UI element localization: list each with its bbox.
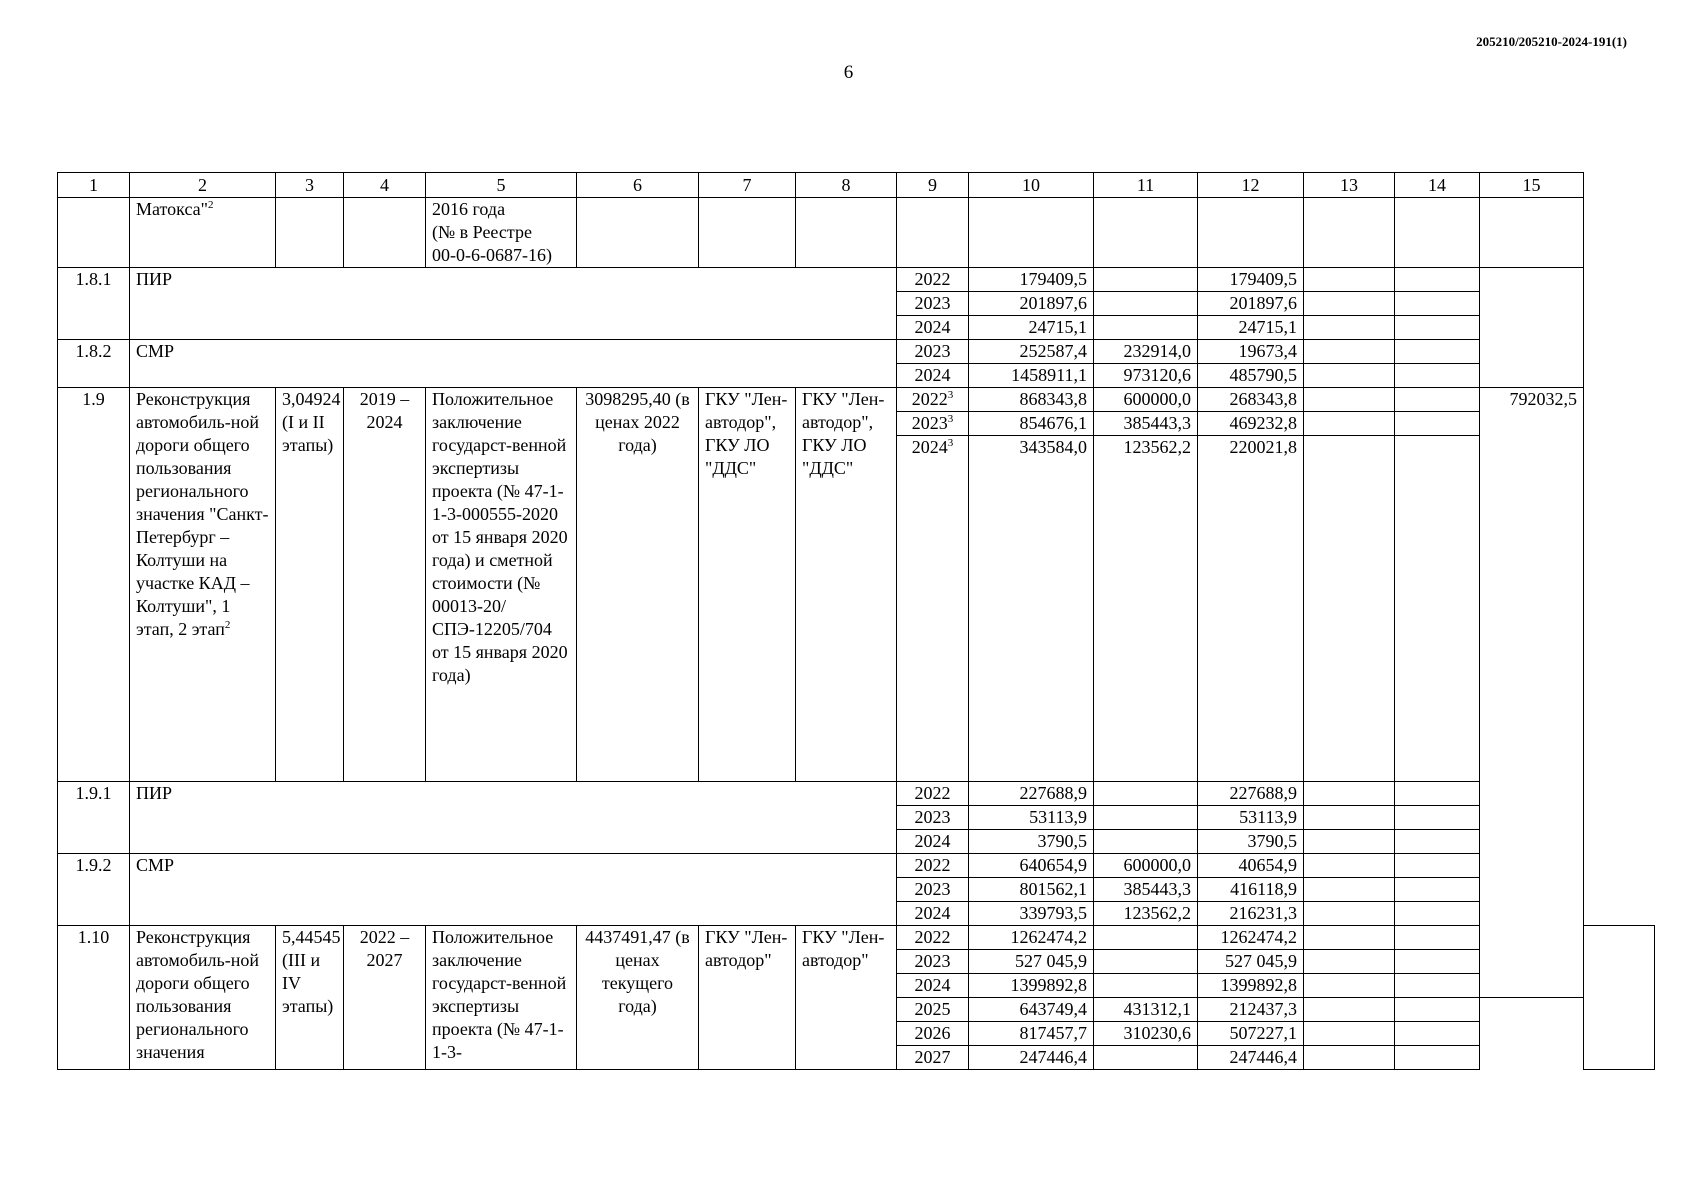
value-col11	[1094, 950, 1198, 974]
value-col14	[1395, 782, 1480, 806]
year-cell: 2023	[897, 806, 969, 830]
page-number: 6	[843, 62, 854, 83]
col-header: 7	[699, 173, 796, 198]
value-col14	[1395, 1046, 1480, 1070]
row-title: ПИР	[130, 782, 897, 854]
year-cell: 2024	[897, 364, 969, 388]
col15-value: 792032,5	[1480, 388, 1584, 998]
value-col13	[1304, 316, 1395, 340]
value-col11: 232914,0	[1094, 340, 1198, 364]
value-col12: 3790,5	[1198, 830, 1304, 854]
value-col12: 507227,1	[1198, 1022, 1304, 1046]
year-cell: 2023	[897, 878, 969, 902]
value-col11	[1094, 974, 1198, 998]
value-col10: 53113,9	[969, 806, 1094, 830]
value-col13	[1304, 412, 1395, 436]
value-col14	[1395, 902, 1480, 926]
value-col13	[1304, 364, 1395, 388]
row-number: 1.9.1	[58, 782, 130, 854]
table-cell	[796, 198, 897, 268]
table-cell	[1198, 198, 1304, 268]
value-col11: 600000,0	[1094, 388, 1198, 412]
value-col14	[1395, 388, 1480, 412]
value-col14	[1395, 1022, 1480, 1046]
col-header: 8	[796, 173, 897, 198]
value-col14	[1395, 926, 1480, 950]
value-col14	[1395, 830, 1480, 854]
year-cell: 2023	[897, 292, 969, 316]
value-col12: 268343,8	[1198, 388, 1304, 412]
value-col11	[1094, 316, 1198, 340]
value-col12: 227688,9	[1198, 782, 1304, 806]
value-col12: 220021,8	[1198, 436, 1304, 782]
value-col12: 485790,5	[1198, 364, 1304, 388]
value-col13	[1304, 902, 1395, 926]
table-row-object	[58, 926, 1655, 950]
row-number: 1.9	[58, 388, 130, 782]
col-header: 12	[1198, 173, 1304, 198]
table-cell	[58, 198, 130, 268]
row-title: СМР	[130, 854, 897, 926]
value-col12: 1262474,2	[1198, 926, 1304, 950]
row-title: ПИР	[130, 268, 897, 340]
value-col11: 973120,6	[1094, 364, 1198, 388]
value-col11	[1094, 292, 1198, 316]
col-header: 6	[577, 173, 699, 198]
value-col13	[1304, 292, 1395, 316]
value-col14	[1395, 268, 1480, 292]
year-cell: 2022	[897, 782, 969, 806]
value-col14	[1395, 364, 1480, 388]
value-col13	[1304, 830, 1395, 854]
value-col12: 53113,9	[1198, 806, 1304, 830]
year-cell: 2024	[897, 316, 969, 340]
footnote-mark: 2	[208, 199, 214, 211]
col-header: 11	[1094, 173, 1198, 198]
value-col11: 123562,2	[1094, 436, 1198, 782]
value-col10: 227688,9	[969, 782, 1094, 806]
value-col13	[1304, 782, 1395, 806]
table-cell	[1480, 198, 1584, 268]
footnote-mark: 2	[224, 619, 231, 631]
value-col14	[1395, 806, 1480, 830]
value-col10: 339793,5	[969, 902, 1094, 926]
year-cell: 2024	[897, 974, 969, 998]
value-col12: 19673,4	[1198, 340, 1304, 364]
value-col13	[1304, 974, 1395, 998]
value-col10: 643749,4	[969, 998, 1094, 1022]
col-header: 9	[897, 173, 969, 198]
value-col14	[1395, 340, 1480, 364]
value-col13	[1304, 388, 1395, 412]
value-col14	[1395, 998, 1480, 1022]
year-cell: 2024	[897, 902, 969, 926]
year-cell: 2023	[897, 340, 969, 364]
value-col13	[1304, 998, 1395, 1022]
value-col10: 201897,6	[969, 292, 1094, 316]
value-col14	[1395, 878, 1480, 902]
value-col14	[1395, 412, 1480, 436]
value-col10: 252587,4	[969, 340, 1094, 364]
table-cell	[1304, 198, 1395, 268]
value-col11: 431312,1	[1094, 998, 1198, 1022]
year-cell: 2022	[897, 854, 969, 878]
table-cell	[1395, 198, 1480, 268]
period-cell: 2019 – 2024	[344, 388, 426, 782]
table-row	[58, 854, 1655, 878]
year-cell: 2023	[897, 950, 969, 974]
row-number: 1.8.1	[58, 268, 130, 340]
year-cell: 2023$^3$	[897, 412, 969, 436]
value-col11	[1094, 806, 1198, 830]
year-cell: 2024	[897, 830, 969, 854]
expertise-cell: 2016 года (№ в Реестре 00-0-6-0687-16)	[426, 198, 577, 268]
developer-cell: ГКУ "Лен-автодор"	[796, 926, 897, 1070]
col15-cell	[1584, 926, 1655, 1070]
value-col12: 1399892,8	[1198, 974, 1304, 998]
col-header: 5	[426, 173, 577, 198]
col-header: 2	[130, 173, 276, 198]
developer-cell: ГКУ "Лен-автодор", ГКУ ЛО "ДДС"	[796, 388, 897, 782]
year-cell: 2024$^3$	[897, 436, 969, 782]
value-col13	[1304, 806, 1395, 830]
table-cell	[699, 198, 796, 268]
object-name: Реконструкция автомобиль-ной дороги общего пользования регионального значения	[130, 926, 276, 1070]
col-header: 14	[1395, 173, 1480, 198]
value-col11	[1094, 1046, 1198, 1070]
footnote-mark: 3	[947, 389, 954, 401]
table-row	[58, 268, 1655, 292]
value-col13	[1304, 926, 1395, 950]
value-col14	[1395, 950, 1480, 974]
year-cell: 2022$^3$	[897, 388, 969, 412]
year-cell: 2022	[897, 268, 969, 292]
document-id: 205210/205210-2024-191(1)	[1476, 34, 1627, 49]
value-col13	[1304, 268, 1395, 292]
value-col12: 201897,6	[1198, 292, 1304, 316]
value-col13	[1304, 340, 1395, 364]
program-table	[57, 172, 1655, 1070]
expertise-cell: Положительное заключение государст-венной экспертизы проекта (№ 47-1-1-3-	[426, 926, 577, 1070]
table-row-object	[58, 388, 1655, 412]
value-col10: 179409,5	[969, 268, 1094, 292]
value-col10: 527 045,9	[969, 950, 1094, 974]
value-col10: 1262474,2	[969, 926, 1094, 950]
value-col10: 854676,1	[969, 412, 1094, 436]
row-title: СМР	[130, 340, 897, 388]
value-col12: 216231,3	[1198, 902, 1304, 926]
year-cell: 2027	[897, 1046, 969, 1070]
object-name: Матокса"$^2$	[130, 198, 276, 268]
cost-cell: 4437491,47 (в ценах текущего года)	[577, 926, 699, 1070]
value-col11	[1094, 926, 1198, 950]
value-col11	[1094, 782, 1198, 806]
value-col10: 3790,5	[969, 830, 1094, 854]
value-col10: 1458911,1	[969, 364, 1094, 388]
value-col10: 801562,1	[969, 878, 1094, 902]
value-col11: 600000,0	[1094, 854, 1198, 878]
value-col10: 868343,8	[969, 388, 1094, 412]
value-col11: 310230,6	[1094, 1022, 1198, 1046]
year-cell: 2022	[897, 926, 969, 950]
value-col11: 123562,2	[1094, 902, 1198, 926]
value-col11: 385443,3	[1094, 878, 1198, 902]
value-col10: 1399892,8	[969, 974, 1094, 998]
col-header: 13	[1304, 173, 1395, 198]
expertise-cell: Положительное заключение государст-венной экспертизы проекта (№ 47-1-1-3-000555-2020 от 15 января 2020 года) и сметной стоимости (№ 00013-20/СПЭ-12205/704 от 15 января 2020 года)	[426, 388, 577, 782]
value-col13	[1304, 878, 1395, 902]
value-col14	[1395, 292, 1480, 316]
value-col10: 343584,0	[969, 436, 1094, 782]
row-number: 1.8.2	[58, 340, 130, 388]
value-col12: 24715,1	[1198, 316, 1304, 340]
row-number: 1.10	[58, 926, 130, 1070]
footnote-mark: 3	[947, 413, 954, 425]
table-cell	[344, 198, 426, 268]
value-col13	[1304, 854, 1395, 878]
value-col13	[1304, 1046, 1395, 1070]
length-cell: 3,04924 (I и II этапы)	[276, 388, 344, 782]
cost-cell: 3098295,40 (в ценах 2022 года)	[577, 388, 699, 782]
table-row-continued	[58, 198, 1655, 268]
year-cell: 2026	[897, 1022, 969, 1046]
value-col12: 527 045,9	[1198, 950, 1304, 974]
year-cell: 2025	[897, 998, 969, 1022]
value-col10: 640654,9	[969, 854, 1094, 878]
value-col12: 40654,9	[1198, 854, 1304, 878]
col15-cell	[1480, 268, 1584, 388]
value-col10: 817457,7	[969, 1022, 1094, 1046]
value-col12: 247446,4	[1198, 1046, 1304, 1070]
value-col11: 385443,3	[1094, 412, 1198, 436]
value-col11	[1094, 830, 1198, 854]
value-col11	[1094, 268, 1198, 292]
col-header: 15	[1480, 173, 1584, 198]
length-cell: 5,44545 (III и IV этапы)	[276, 926, 344, 1070]
value-col13	[1304, 436, 1395, 782]
value-col12: 179409,5	[1198, 268, 1304, 292]
value-col14	[1395, 436, 1480, 782]
value-col14	[1395, 316, 1480, 340]
table-row	[58, 782, 1655, 806]
table-cell	[1094, 198, 1198, 268]
value-col12: 416118,9	[1198, 878, 1304, 902]
value-col12: 212437,3	[1198, 998, 1304, 1022]
value-col10: 247446,4	[969, 1046, 1094, 1070]
col-header: 4	[344, 173, 426, 198]
col-header: 1	[58, 173, 130, 198]
period-cell: 2022 – 2027	[344, 926, 426, 1070]
customer-cell: ГКУ "Лен-автодор"	[699, 926, 796, 1070]
table-cell	[276, 198, 344, 268]
header-row	[58, 173, 1655, 198]
customer-cell: ГКУ "Лен-автодор", ГКУ ЛО "ДДС"	[699, 388, 796, 782]
object-name: Реконструкция автомобиль-ной дороги общего пользования регионального значения "Санкт-Петербург – Колтуши на участке КАД – Колтуши", 1 этап, 2 этап$^2$	[130, 388, 276, 782]
value-col14	[1395, 974, 1480, 998]
table-cell	[897, 198, 969, 268]
row-number: 1.9.2	[58, 854, 130, 926]
table-cell	[969, 198, 1094, 268]
value-col10: 24715,1	[969, 316, 1094, 340]
col-header: 10	[969, 173, 1094, 198]
value-col14	[1395, 854, 1480, 878]
value-col13	[1304, 950, 1395, 974]
col-header: 3	[276, 173, 344, 198]
footnote-mark: 3	[947, 437, 954, 449]
value-col12: 469232,8	[1198, 412, 1304, 436]
table-cell	[577, 198, 699, 268]
value-col13	[1304, 1022, 1395, 1046]
table-row	[58, 340, 1655, 364]
